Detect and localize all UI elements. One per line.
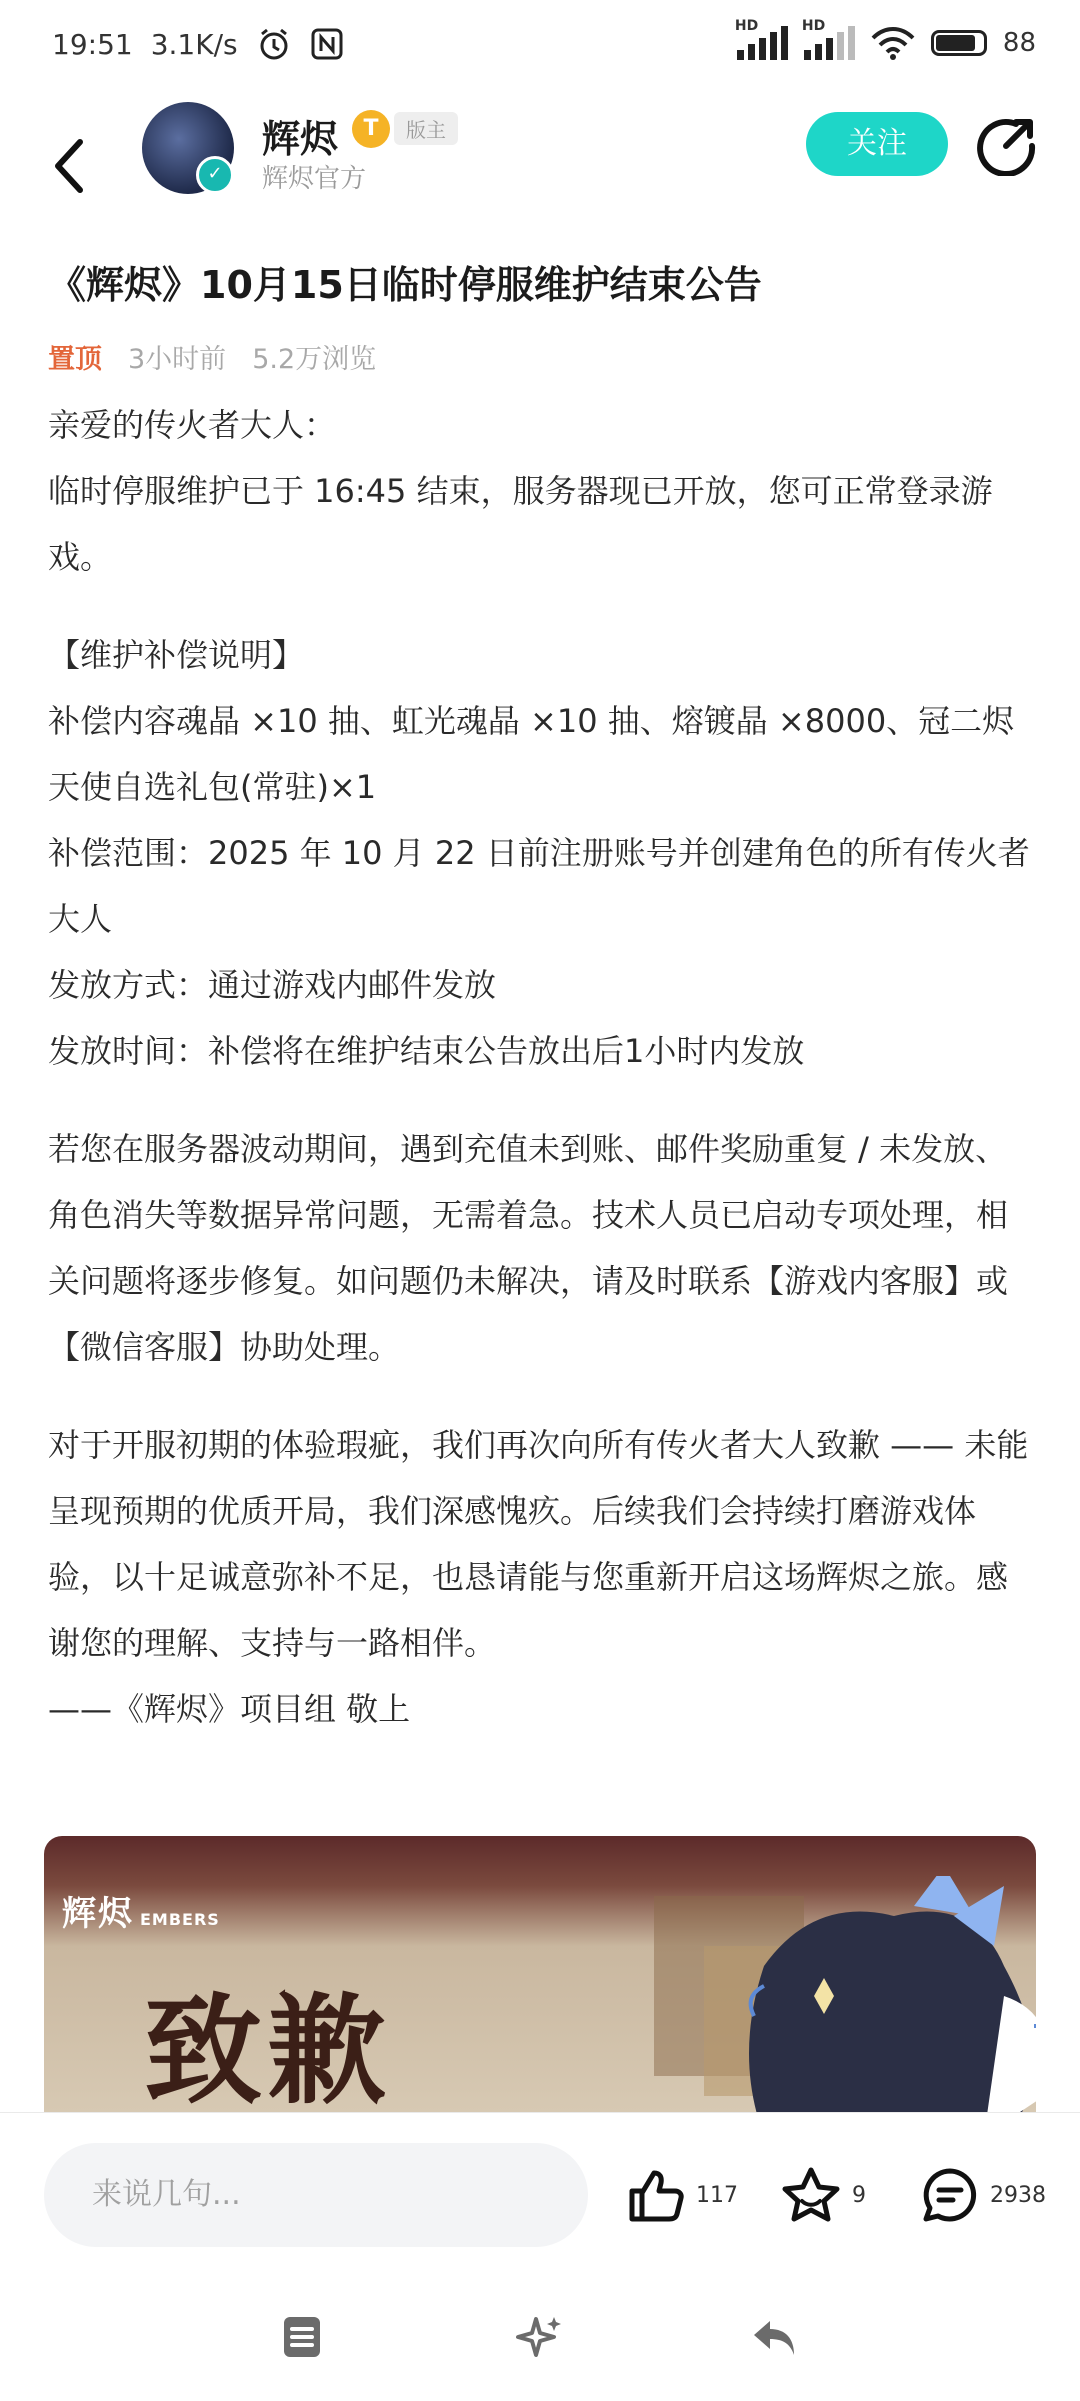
comment-count: 2938 — [990, 2182, 1046, 2208]
nfc-icon — [310, 27, 344, 61]
signal-icon: HD — [737, 26, 788, 60]
compensation-content: 补偿内容魂晶 ×10 抽、虹光魂晶 ×10 抽、熔镀晶 ×8000、冠二烬天使自选礼包(常驻)×1 — [48, 702, 1015, 806]
signal-icon-2: HD — [804, 26, 855, 60]
paragraph: 若您在服务器波动期间，遇到充值未到账、邮件奖励重复 / 未发放、角色消失等数据异常问题，无需着急。技术人员已启动专项处理，相关问题将逐步修复。如问题仍未解决，请及时联系【游戏内客服】或【微信客服】协助处理。 — [48, 1130, 1009, 1366]
article-title: 《辉烬》10月15日临时停服维护结束公告 — [48, 263, 762, 307]
view-count: 5.2万浏览 — [252, 343, 377, 375]
level-badge: T — [352, 110, 390, 148]
post-time: 3小时前 — [128, 343, 227, 375]
compensation-scope: 补偿范围：2025 年 10 月 22 日前注册账号并创建角色的所有传火者大人 — [48, 834, 1030, 938]
favorite-count: 9 — [852, 2182, 866, 2208]
comment-input[interactable]: 来说几句... — [44, 2143, 588, 2247]
back-nav-icon[interactable] — [750, 2313, 798, 2361]
menu-nav-icon[interactable] — [278, 2313, 326, 2361]
article-meta — [48, 334, 1038, 378]
section-heading: 【维护补偿说明】 — [48, 636, 305, 674]
article-body — [48, 392, 1038, 1742]
star-icon — [780, 2165, 842, 2225]
share-icon[interactable] — [976, 116, 1036, 176]
wifi-icon — [871, 26, 915, 60]
thumbs-up-icon — [626, 2165, 686, 2225]
game-logo: 辉烬 EMBERS — [62, 1894, 220, 1934]
like-count: 117 — [696, 2182, 738, 2208]
bottom-action-bar — [0, 2112, 1080, 2401]
back-arrow-icon[interactable] — [46, 134, 94, 198]
sparkle-nav-icon[interactable] — [516, 2313, 564, 2361]
battery-percent: 88 — [1002, 28, 1036, 58]
apology-banner-image[interactable] — [44, 1836, 1036, 2112]
post-header — [0, 96, 1080, 246]
comment-bubble-icon — [920, 2165, 980, 2225]
account-name[interactable]: 辉烬 — [262, 117, 339, 161]
battery-icon — [931, 30, 987, 56]
status-time: 19:51 — [52, 27, 133, 61]
greeting: 亲爱的传火者大人： — [48, 406, 337, 444]
distribution-method: 发放方式：通过游戏内邮件发放 — [48, 966, 497, 1004]
verified-icon: ✓ — [196, 156, 234, 194]
distribution-time: 发放时间：补偿将在维护结束公告放出后1小时内发放 — [48, 1032, 805, 1070]
paragraph: 对于开服初期的体验瑕疵，我们再次向所有传火者大人致歉 —— 未能呈现预期的优质开局，我们深感愧疚。后续我们会持续打磨游戏体验，以十足诚意弥补不足，也恳请能与您重新开启这场辉烬之旅。感谢您的理解、支持与一路相伴。 — [48, 1426, 1029, 1662]
network-speed: 3.1K/s — [150, 27, 238, 61]
favorite-button[interactable] — [780, 2165, 866, 2225]
banner-title: 致歉 — [144, 1981, 393, 2112]
account-subtitle: 辉烬官方 — [262, 164, 367, 194]
signature: ——《辉烬》项目组 敬上 — [48, 1690, 411, 1728]
article — [48, 250, 1038, 1742]
like-button[interactable] — [626, 2165, 738, 2225]
comment-button[interactable] — [920, 2165, 1046, 2225]
alarm-icon — [256, 26, 292, 62]
follow-button[interactable]: 关注 — [806, 112, 948, 176]
role-badge: 版主 — [394, 112, 458, 145]
pinned-tag: 置顶 — [48, 343, 102, 375]
chibi-character-illustration — [644, 1876, 1036, 2112]
paragraph: 临时停服维护已于 16:45 结束，服务器现已开放，您可正常登录游戏。 — [48, 472, 993, 576]
status-bar — [0, 0, 1080, 96]
